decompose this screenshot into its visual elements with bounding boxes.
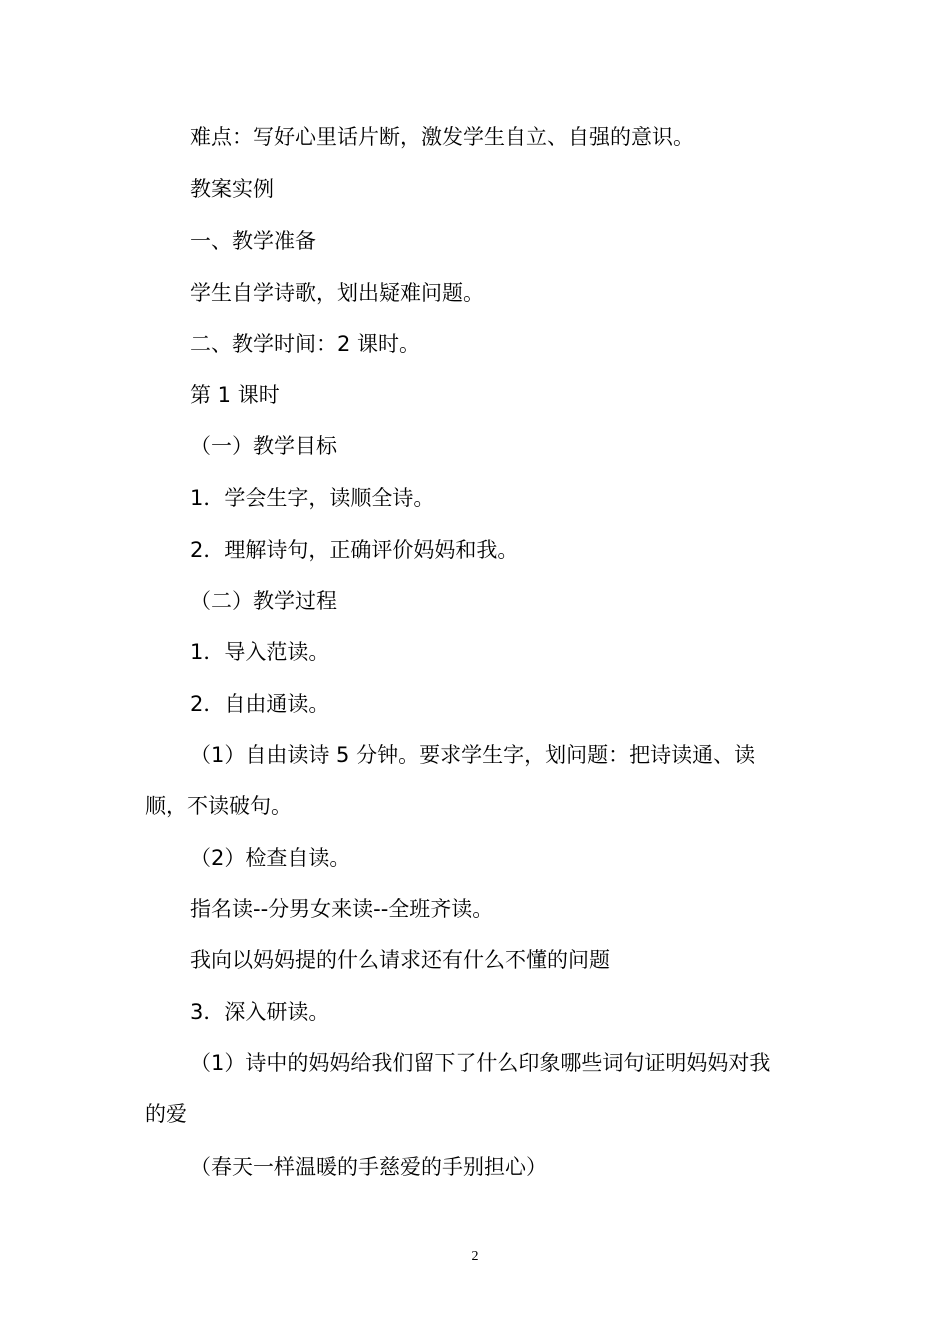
heading-lesson-example: 教案实例: [190, 177, 274, 201]
heading-teaching-preparation: 一、教学准备: [190, 229, 316, 253]
heading-lesson-one: 第 1 课时: [190, 383, 280, 407]
paragraph-preparation: 学生自学诗歌，划出疑难问题。: [190, 281, 484, 305]
list-item-process-1: 1．导入范读。: [190, 640, 330, 664]
heading-teaching-time: 二、教学时间：2 课时。: [190, 332, 421, 356]
heading-teaching-process: （二）教学过程: [190, 589, 337, 613]
list-item-process-3: 3．深入研读。: [190, 1000, 330, 1024]
list-item-process-2: 2．自由通读。: [190, 692, 330, 716]
heading-teaching-goals: （一）教学目标: [190, 434, 337, 458]
paragraph-reading-order: 指名读--分男女来读--全班齐读。: [190, 897, 494, 921]
paragraph-free-reading-continued: 顺，不读破句。: [145, 794, 292, 818]
paragraph-mother-impression: （1）诗中的妈妈给我们留下了什么印象哪些词句证明妈妈对我: [190, 1051, 771, 1075]
paragraph-free-reading: （1）自由读诗 5 分钟。要求学生字，划问题：把诗读通、读: [190, 743, 756, 767]
list-item-goal-2: 2．理解诗句，正确评价妈妈和我。: [190, 538, 519, 562]
paragraph-check-reading: （2）检查自读。: [190, 846, 351, 870]
page-number: 2: [471, 1249, 479, 1264]
paragraph-questions: 我向以妈妈提的什么请求还有什么不懂的问题: [190, 948, 610, 972]
paragraph-key-phrases: （春天一样温暖的手慈爱的手别担心）: [190, 1155, 547, 1179]
paragraph-difficulty: 难点：写好心里话片断，激发学生自立、自强的意识。: [190, 125, 694, 149]
paragraph-mother-impression-continued: 的爱: [145, 1102, 187, 1126]
list-item-goal-1: 1．学会生字，读顺全诗。: [190, 486, 435, 510]
